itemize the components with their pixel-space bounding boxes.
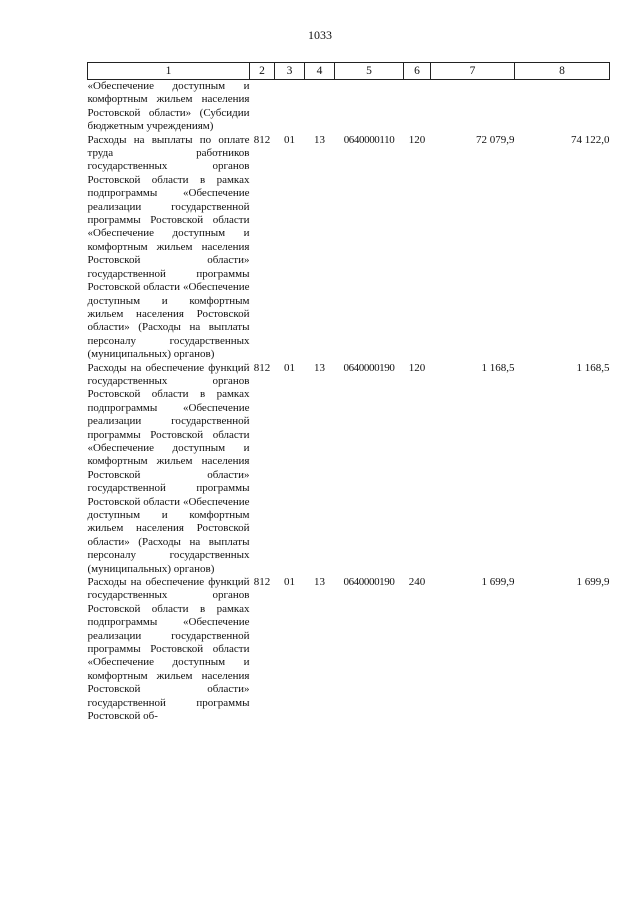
row-expense-type: 120 (408, 361, 426, 374)
row-section-code: 01 (284, 133, 295, 146)
row-subsection-code: 13 (314, 576, 325, 589)
row-expense-type (404, 80, 431, 134)
row-subsection-code: 13 (314, 133, 325, 146)
row-description: «Обеспечение доступным и комфортным жильем населения Ростовской области» (Субсидии бюджетным учреждениям) (87, 80, 250, 133)
row-amount-1 (431, 80, 515, 134)
row-section-code: 01 (284, 361, 295, 374)
row-target-article: 0640000110 (343, 133, 395, 146)
table-header-row (88, 63, 610, 80)
column-header: 3 (275, 63, 305, 80)
table-row (88, 362, 610, 577)
page-number: 1033 (308, 28, 332, 42)
row-section-code: 01 (284, 576, 295, 589)
row-amount-2 (515, 80, 610, 134)
row-description: Расходы на обеспечение функций государственных органов Ростовской области в рамках подпрограммы «Обеспечение реализации государственной программы Ростовской области «Обеспечение доступным и комфортным жильем населения Ростовской области» государственной программы Ростовской области «Обеспечение доступным и комфортным жильем населения Ростовской области» (Расходы на выплаты персоналу государственных (муниципальных) органов) (87, 361, 250, 575)
budget-table (87, 62, 610, 724)
row-ministry-code (250, 80, 275, 134)
row-amount-1: 1 699,9 (481, 576, 515, 589)
row-description: Расходы на обеспечение функций государственных органов Ростовской области в рамках подпрограммы «Обеспечение реализации государственной программы Ростовской области «Обеспечение доступным и комфортным жильем населения Ростовской области» государственной программы Ростовской об- (87, 576, 250, 723)
column-header: 7 (431, 63, 515, 80)
row-expense-type: 120 (408, 133, 426, 146)
row-description: Расходы на выплаты по оплате труда работников государственных органов Ростовской области в рамках подпрограммы «Обеспечение реализации государственной программы Ростовской области «Обеспечение доступным и комфортным жильем населения Ростовской области» государственной программы Ростовской области «Обеспечение доступным и комфортным жильем населения Ростовской области» (Расходы на выплаты персоналу государственных (муниципальных) органов) (87, 133, 250, 361)
row-subsection-code: 13 (314, 361, 325, 374)
row-ministry-code: 812 (253, 133, 271, 146)
row-amount-1: 1 168,5 (481, 361, 515, 374)
row-subsection-code (305, 80, 335, 134)
row-amount-2: 1 699,9 (576, 576, 610, 589)
table-row (88, 80, 610, 134)
row-section-code (275, 80, 305, 134)
column-header: 8 (515, 63, 610, 80)
column-header: 6 (404, 63, 431, 80)
column-header: 5 (335, 63, 404, 80)
row-ministry-code: 812 (253, 576, 271, 589)
row-amount-2: 74 122,0 (571, 133, 610, 146)
table-row (88, 576, 610, 723)
row-expense-type: 240 (408, 576, 426, 589)
row-target-article (335, 80, 404, 134)
column-header: 1 (88, 63, 250, 80)
table-row (88, 134, 610, 362)
row-target-article: 0640000190 (343, 361, 395, 374)
row-amount-1: 72 079,9 (476, 133, 515, 146)
row-ministry-code: 812 (253, 361, 271, 374)
row-target-article: 0640000190 (343, 576, 395, 589)
row-amount-2: 1 168,5 (576, 361, 610, 374)
column-header: 2 (250, 63, 275, 80)
column-header: 4 (305, 63, 335, 80)
